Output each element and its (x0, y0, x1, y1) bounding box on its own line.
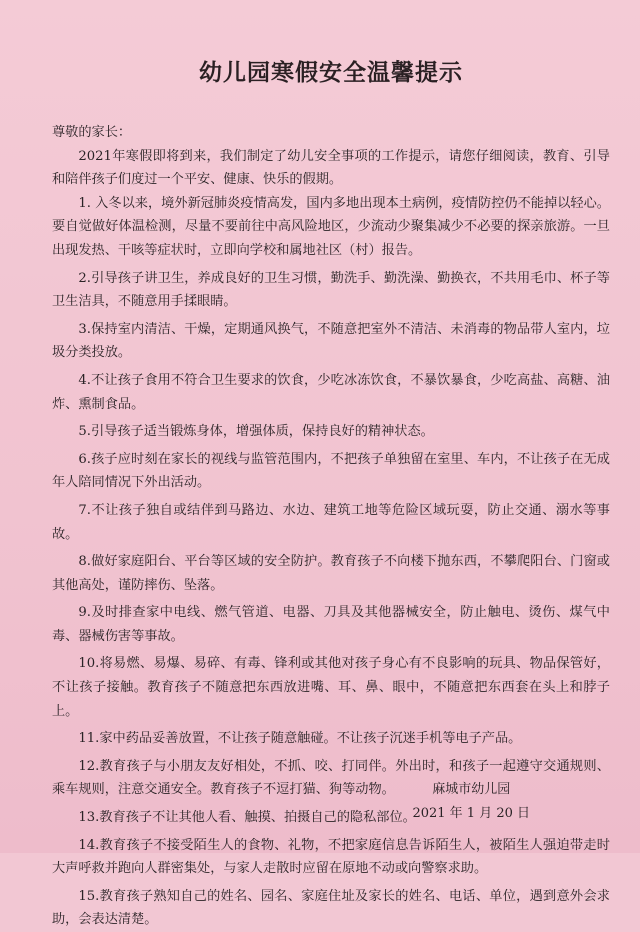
signature-org: 麻城市幼儿园 (432, 782, 511, 797)
tip-item-2: 2.引导孩子讲卫生，养成良好的卫生习惯，勤洗手、勤洗澡、勤换衣，不共用毛巾、杯子等卫生洁具，不随意用手揉眼睛。 (52, 270, 610, 310)
salutation: 尊敬的家长： (52, 125, 132, 140)
tip-item-9: 9.及时排查家中电线、燃气管道、电器、刀具及其他器械安全，防止触电、烫伤、煤气中毒、器械伤害等事故。 (52, 605, 610, 644)
tip-item-11: 11.家中药品妥善放置，不让孩子随意触碰。不让孩子沉迷手机等电子产品。 (78, 731, 522, 747)
tip-item-15: 15.教育孩子熟知自己的姓名、园名、家庭住址及家长的姓名、电话、单位，遇到意外会求助，会表达清楚。 (52, 888, 610, 928)
intro-paragraph: 2021年寒假即将到来，我们制定了幼儿安全事项的工作提示，请您仔细阅读，教育、引导和陪伴孩子们度过一个平安、健康、快乐的假期。 (52, 148, 610, 188)
signature-block (412, 778, 530, 826)
tip-item-3: 3.保持室内清洁、干燥，定期通风换气，不随意把室外不清洁、未消毒的物品带人室内，垃圾分类投放。 (52, 321, 610, 361)
tip-item-12: 12.教育孩子与小朋友友好相处，不抓、咬、打同伴。外出时，和孩子一起遵守交通规则、乘车规则，注意交通安全。教育孩子不逗打猫、狗等动物。 (52, 758, 610, 798)
tip-item-6: 6.孩子应时刻在家长的视线与监管范围内，不把孩子单独留在室里、车内，不让孩子在无成年人陪同情况下外出活动。 (52, 451, 610, 491)
tip-item-4: 4.不让孩子食用不符合卫生要求的饮食，少吃冰冻饮食，不暴饮暴食，少吃高盐、高糖、油炸、熏制食品。 (52, 372, 610, 412)
tip-item-8: 8.做好家庭阳台、平台等区域的安全防护。教育孩子不向楼下抛东西，不攀爬阳台、门窗或其他高处，谨防摔伤、坠落。 (52, 554, 610, 593)
tip-item-13: 13.教育孩子不让其他人看、触摸、拍摄自己的隐私部位。 (78, 810, 416, 826)
tip-item-10: 10.将易燃、易爆、易碎、有毒、锋利或其他对孩子身心有不良影响的玩具、物品保管好，不让孩子接触。教育孩子不随意把东西放进嘴、耳、鼻、眼中，不随意把东西套在头上和脖子上。 (52, 656, 610, 719)
signature-date: 2021 年 1 月 20 日 (412, 806, 530, 821)
tip-item-14: 14.教育孩子不接受陌生人的食物、礼物，不把家庭信息告诉陌生人，被陌生人强迫带走时大声呼救并跑向人群密集处，与家人走散时应留在原地不动或向警察求助。 (52, 837, 610, 877)
tip-item-7: 7.不让孩子独自或结伴到马路边、水边、建筑工地等危险区域玩耍，防止交通、溺水等事故。 (52, 502, 610, 542)
page-title: 幼儿园寒假安全温馨提示 (199, 60, 463, 86)
tip-item-1: 1. 入冬以来，境外新冠肺炎疫情高发，国内多地出现本土病例，疫情防控仍不能掉以轻心。要自觉做好体温检测，尽量不要前往中高风险地区，少流动少聚集减少不必要的探亲旅游。一旦出现发热、干咳等症状时，立即向学校和属地社区（村）报告。 (52, 195, 610, 258)
tip-item-5: 5.引导孩子适当锻炼身体，增强体质，保持良好的精神状态。 (78, 424, 434, 440)
